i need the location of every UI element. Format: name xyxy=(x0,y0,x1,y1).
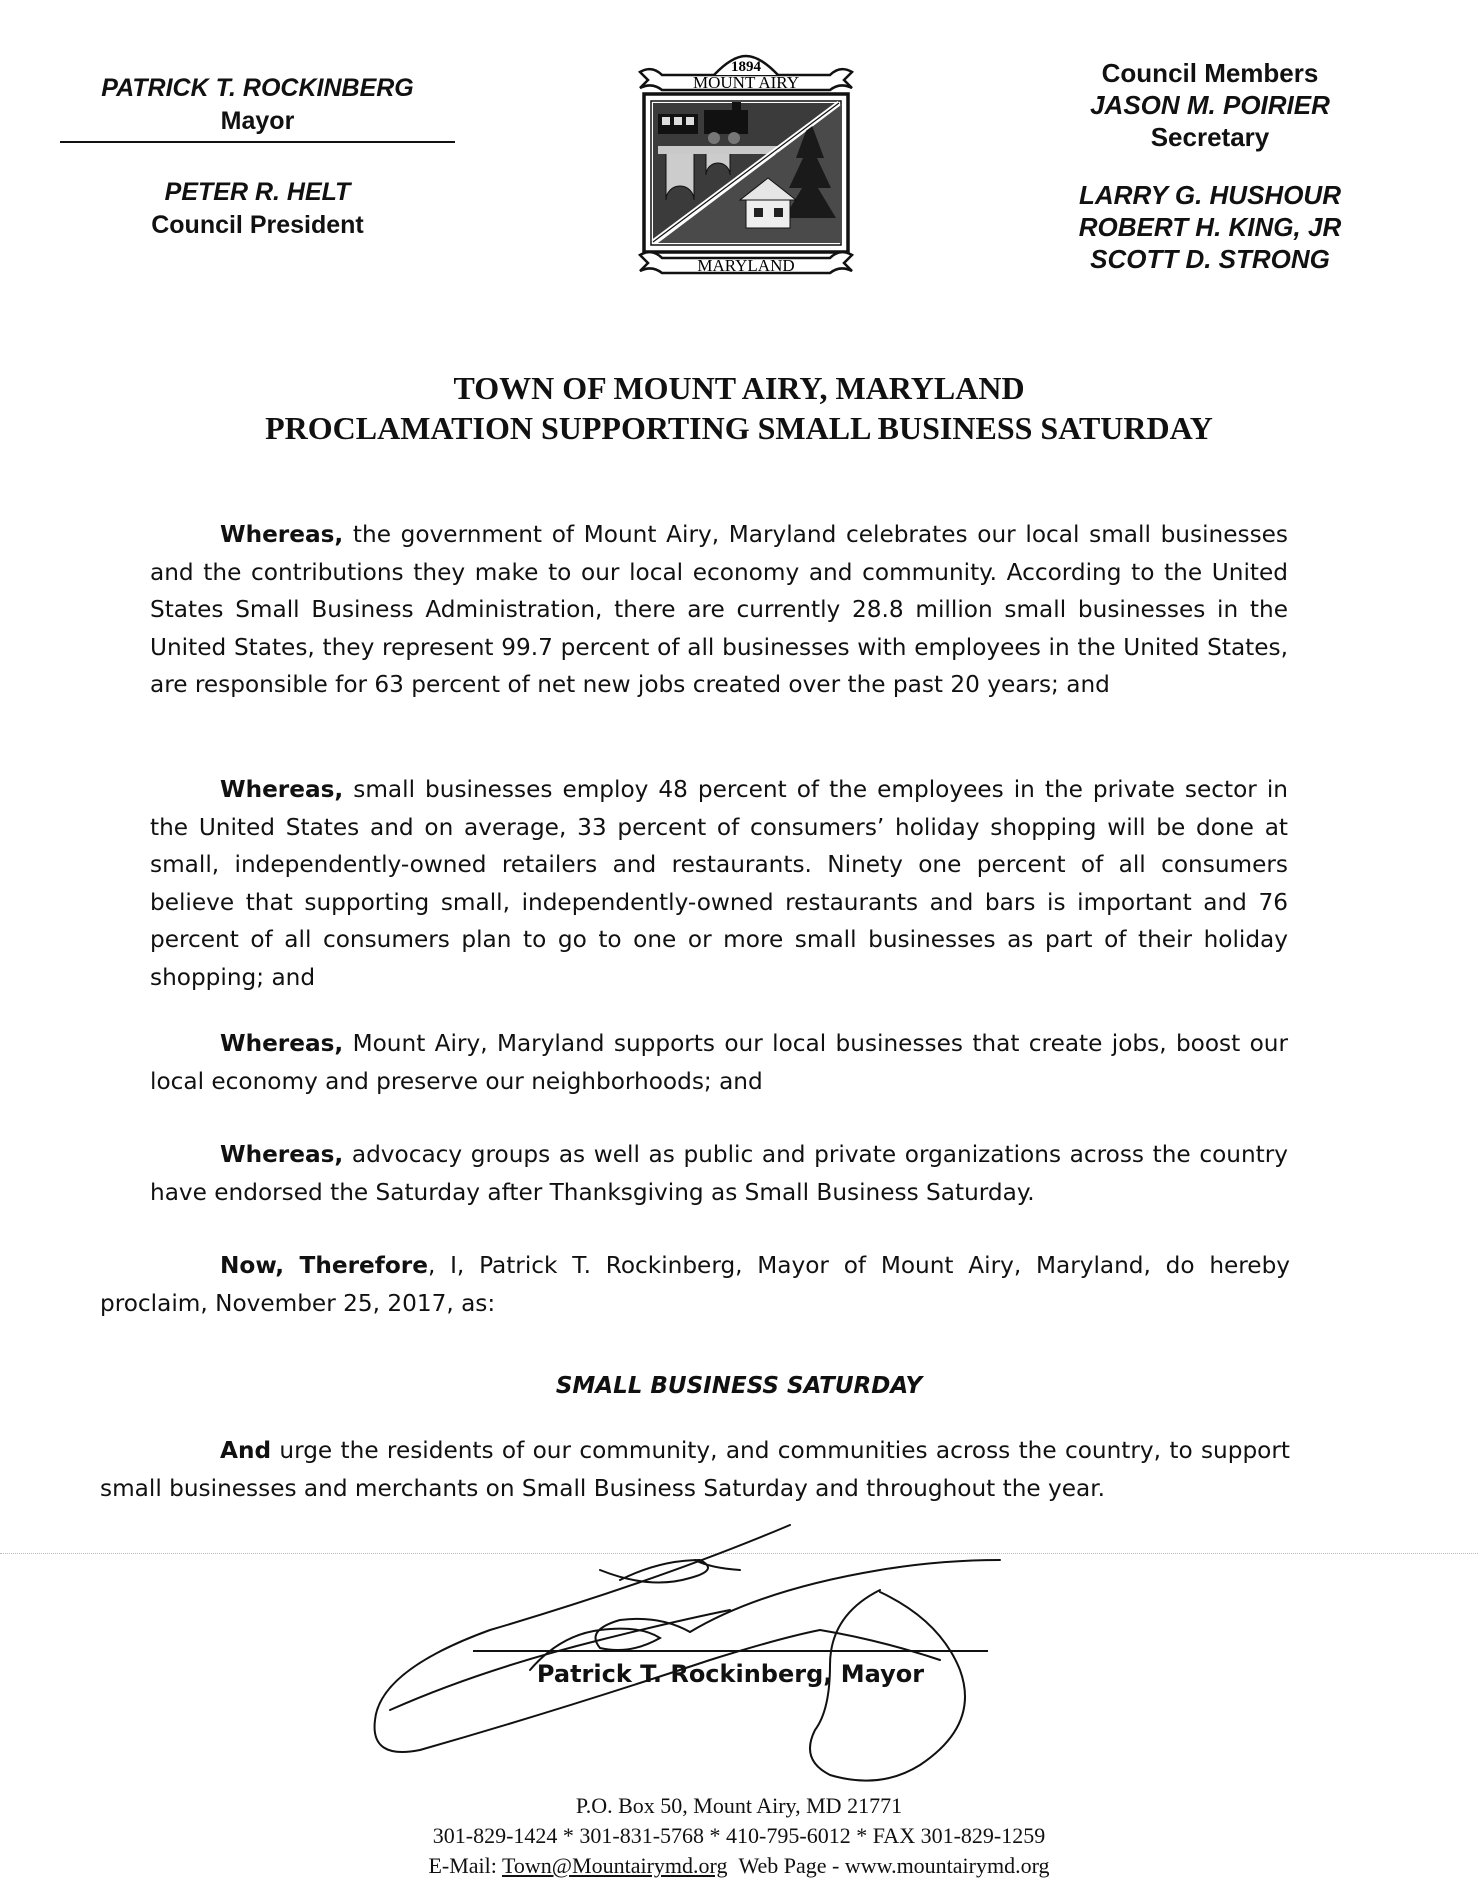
council-member: SCOTT D. STRONG xyxy=(1090,244,1330,274)
paragraph-1 xyxy=(150,516,1288,704)
mayor-block xyxy=(60,72,455,138)
paragraph-lead: Whereas, xyxy=(220,1141,344,1168)
president-name: PETER R. HELT xyxy=(164,178,351,206)
seal-bottom-text: MARYLAND xyxy=(697,256,795,275)
title-line-1: TOWN OF MOUNT AIRY, MARYLAND xyxy=(453,370,1025,406)
footer-contact xyxy=(0,1851,1478,1881)
mayor-title: Mayor xyxy=(220,107,295,135)
council-heading: Council Members xyxy=(1101,58,1319,88)
paragraph-text: the government of Mount Airy, Maryland celebrates our local small businesses and the contributions they make to our local economy and community. According to the United States Small Business Administration, there are currently 28.8 million small businesses in the United States, they represent 99.7 percent of all businesses with employees in the United States, are responsible for 63 percent of net new jobs created over the past 20 years; and xyxy=(150,521,1288,698)
paragraph-text: , I, Patrick T. Rockinberg, Mayor of Mount Airy, Maryland, do hereby proclaim, November 25, 2017, as: xyxy=(100,1252,1291,1317)
seal-top-text: MOUNT AIRY xyxy=(693,73,799,92)
footer-address: P.O. Box 50, Mount Airy, MD 21771 xyxy=(575,1793,903,1818)
paragraph-6 xyxy=(100,1432,1290,1507)
paragraph-lead: And xyxy=(220,1437,272,1464)
web-link[interactable]: www.mountairymd.org xyxy=(844,1853,1050,1878)
town-seal-logo xyxy=(622,50,870,295)
email-link[interactable]: Town@Mountairymd.org xyxy=(502,1853,728,1878)
title-line-2: PROCLAMATION SUPPORTING SMALL BUSINESS SATURDAY xyxy=(265,410,1213,446)
paragraph-lead: Whereas, xyxy=(220,521,344,548)
council-members-block xyxy=(1020,57,1400,275)
paragraph-lead: Now, Therefore xyxy=(220,1252,428,1279)
footer xyxy=(0,1791,1478,1881)
paragraph-lead: Whereas, xyxy=(220,776,344,803)
paragraph-text: Mount Airy, Maryland supports our local businesses that create jobs, boost our local economy and preserve our neighborhoods; and xyxy=(150,1030,1288,1095)
paragraph-5 xyxy=(100,1247,1290,1322)
web-label: Web Page - xyxy=(738,1853,845,1878)
president-title: Council President xyxy=(151,211,364,239)
seal-year: 1894 xyxy=(731,59,761,75)
paragraph-3 xyxy=(150,1025,1288,1100)
secretary-title: Secretary xyxy=(1150,122,1270,152)
proclaimed-day: SMALL BUSINESS SATURDAY xyxy=(555,1373,923,1399)
header-divider xyxy=(60,141,455,143)
council-member: ROBERT H. KING, JR xyxy=(1078,212,1342,242)
paragraph-lead: Whereas, xyxy=(220,1030,344,1057)
secretary-name: JASON M. POIRIER xyxy=(1090,90,1330,120)
paragraph-text: advocacy groups as well as public and private organizations across the country have endorsed the Saturday after Thanksgiving as Small Business Saturday. xyxy=(150,1141,1288,1206)
footer-phones: 301-829-1424 * 301-831-5768 * 410-795-6012 * FAX 301-829-1259 xyxy=(432,1823,1046,1848)
council-member: LARRY G. HUSHOUR xyxy=(1079,180,1341,210)
proclamation-title xyxy=(0,368,1478,448)
signatory-name: Patrick T. Rockinberg, Mayor xyxy=(536,1660,925,1688)
mayor-name: PATRICK T. ROCKINBERG xyxy=(101,74,414,102)
email-label: E-Mail: xyxy=(428,1853,497,1878)
president-block xyxy=(60,176,455,242)
paragraph-text: small businesses employ 48 percent of the employees in the private sector in the United States and on average, 33 percent of consumers’ holiday shopping will be done at small, independently-owned retailers and restaurants. Ninety one percent of all consumers believe that supporting small, independently-owned restaurants and bars is important and 76 percent of all consumers plan to go to one or more small businesses as part of their holiday shopping; and xyxy=(150,776,1288,991)
handwritten-signature xyxy=(360,1520,1080,1790)
paragraph-4 xyxy=(150,1136,1288,1211)
paragraph-2 xyxy=(150,771,1288,996)
paragraph-text: urge the residents of our community, and communities across the country, to support small businesses and merchants on Small Business Saturday and throughout the year. xyxy=(100,1437,1290,1502)
